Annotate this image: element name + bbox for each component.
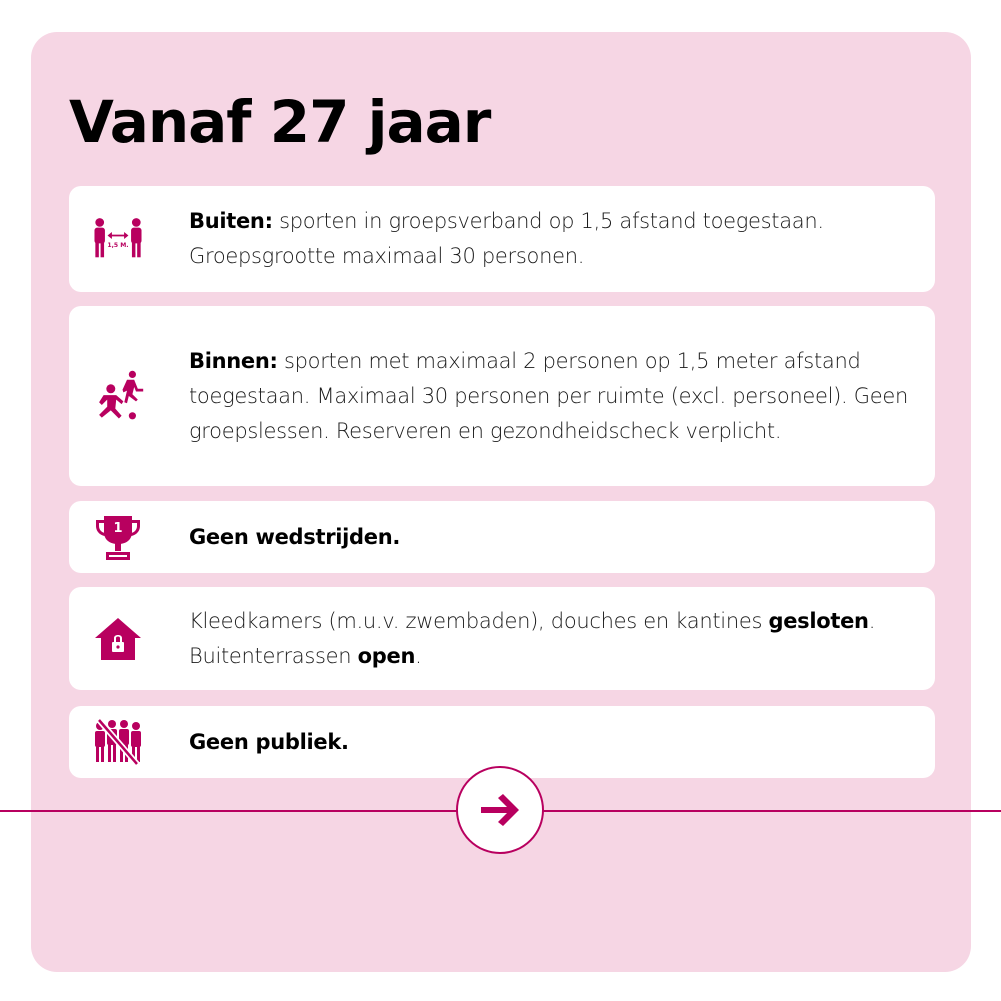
rule-card-indoor bbox=[69, 306, 935, 486]
rule-card-no-competitions bbox=[69, 501, 935, 573]
arrow-right-icon bbox=[477, 792, 523, 828]
locked-house-icon bbox=[91, 612, 145, 666]
no-audience-icon bbox=[91, 715, 145, 769]
rule-text-indoor: Binnen: sporten met maximaal 2 personen op 1,5 meter afstand toegestaan. Maximaal 30 personen per ruimte (excl. personeel). Geen groepslessen. Reserveren en gezondheidscheck verplicht. bbox=[189, 348, 909, 443]
trophy-icon bbox=[91, 510, 145, 564]
distance-label: 1,5 M. bbox=[107, 241, 129, 249]
rule-text-no-audience: Geen publiek. bbox=[189, 729, 349, 754]
rule-card-facilities bbox=[69, 587, 935, 690]
rule-text-outdoor: Buiten: sporten in groepsverband op 1,5 afstand toegestaan. Groepsgrootte maximaal 30 personen. bbox=[189, 209, 824, 268]
page-title: Vanaf 27 jaar bbox=[69, 88, 491, 156]
rule-card-outdoor bbox=[69, 186, 935, 292]
rule-text-no-competitions: Geen wedstrijden. bbox=[189, 524, 401, 549]
rule-text-facilities: Kleedkamers (m.u.v. zwembaden), douches en kantines gesloten. Buitenterrassen open. bbox=[189, 608, 876, 668]
next-button[interactable] bbox=[456, 766, 544, 854]
distance-people-icon bbox=[91, 212, 145, 266]
indoor-sports-icon bbox=[91, 369, 145, 423]
trophy-number: 1 bbox=[113, 521, 123, 536]
